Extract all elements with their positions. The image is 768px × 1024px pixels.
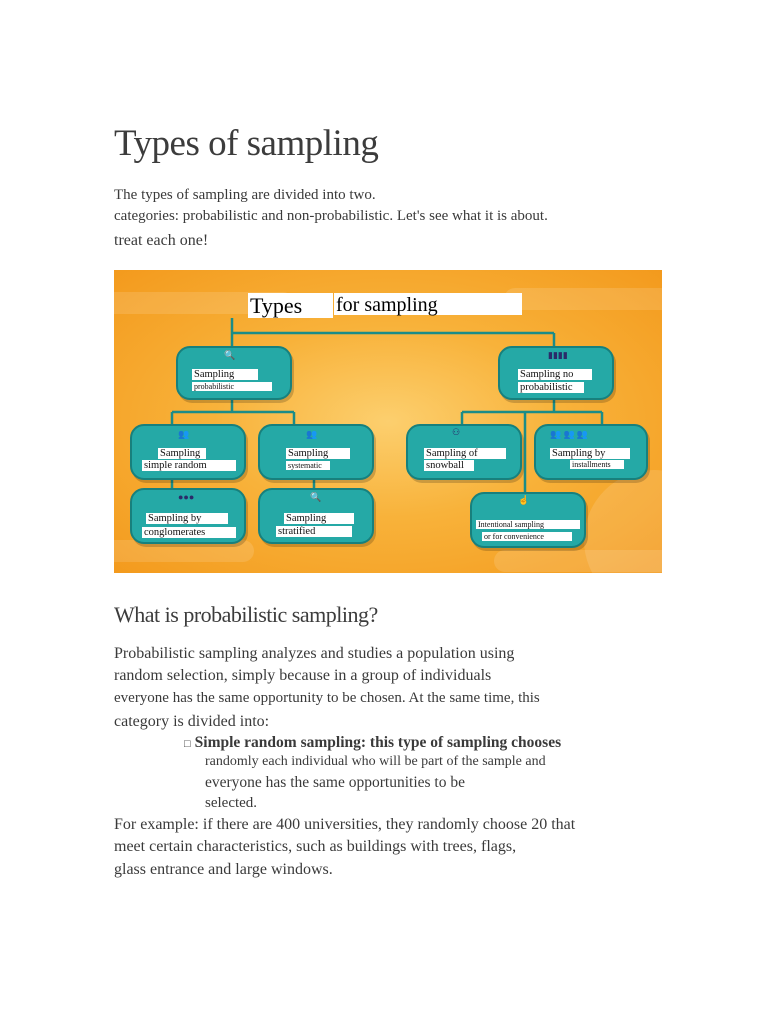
bullet-item [184, 734, 561, 752]
node-label: Intentional sampling [476, 520, 580, 529]
node-probabilistic [176, 346, 292, 400]
node-label: Sampling by [146, 513, 228, 524]
node-label: or for convenience [482, 532, 572, 541]
node-label: Sampling of [424, 448, 506, 459]
section-heading: What is probabilistic sampling? [114, 602, 378, 627]
bullet-body-line: randomly each individual who will be part of the sample and [205, 754, 546, 769]
node-label: Sampling [284, 513, 354, 524]
node-simple-random [130, 424, 246, 480]
hand-pointer-icon: ☝ [518, 495, 530, 505]
node-label: probabilistic [192, 382, 272, 391]
diagram-title-left: Types [248, 293, 333, 318]
cluster-icon: ●●● [178, 492, 195, 502]
people-icon: 👥 [178, 429, 190, 439]
sampling-types-diagram [114, 270, 662, 573]
node-intentional [470, 492, 586, 548]
intro-line-3: treat each one! [114, 232, 209, 249]
network-icon: ⚇ [452, 427, 461, 437]
example-line: meet certain characteristics, such as buildings with trees, flags, [114, 838, 517, 855]
paragraph-line: everyone has the same opportunity to be chosen. At the same time, this [114, 690, 540, 706]
node-systematic [258, 424, 374, 480]
people-icon: 👥 [306, 429, 318, 439]
node-installments [534, 424, 648, 480]
example-line: glass entrance and large windows. [114, 861, 333, 878]
node-conglomerates [130, 488, 246, 544]
node-label: snowball [424, 460, 474, 471]
node-label: Sampling [158, 448, 206, 459]
bullet-body-line: everyone has the same opportunities to be [205, 774, 465, 791]
node-label: installments [570, 460, 624, 469]
node-snowball [406, 424, 522, 480]
node-label: Sampling [192, 369, 258, 380]
node-label: simple random [142, 460, 236, 471]
people-row-icon: 👥 👥 👥 [550, 429, 589, 439]
node-label: probabilistic [518, 382, 584, 393]
bullet-heading: Simple random sampling: this type of sampling chooses [194, 734, 562, 751]
node-stratified [258, 488, 374, 544]
bullet-body-line: selected. [205, 795, 258, 811]
intro-line-1: The types of sampling are divided into two. [114, 187, 376, 203]
paragraph-line: Probabilistic sampling analyzes and studies a population using [114, 645, 515, 662]
magnifier-people-icon: 🔍 [310, 492, 322, 502]
node-label: Sampling by [550, 448, 630, 459]
node-label: Sampling [286, 448, 350, 459]
example-line: For example: if there are 400 universities, they randomly choose 20 that [114, 816, 576, 833]
page-title: Types of sampling [114, 123, 379, 164]
diagram-title-right: for sampling [334, 293, 522, 315]
paragraph-line: category is divided into: [114, 713, 270, 730]
node-label: systematic [286, 461, 330, 470]
checkbox-bullet-icon: □ [184, 738, 191, 750]
paragraph-line: random selection, simply because in a group of individuals [114, 667, 492, 684]
node-label: Sampling no [518, 369, 592, 380]
people-group-icon: ▮▮▮▮ [548, 350, 568, 360]
node-label: stratified [276, 526, 352, 537]
intro-line-2: categories: probabilistic and non-probabilistic. Let's see what it is about. [114, 208, 548, 224]
magnifier-icon: 🔍 [224, 350, 236, 360]
node-non-probabilistic [498, 346, 614, 400]
node-label: conglomerates [142, 527, 236, 538]
